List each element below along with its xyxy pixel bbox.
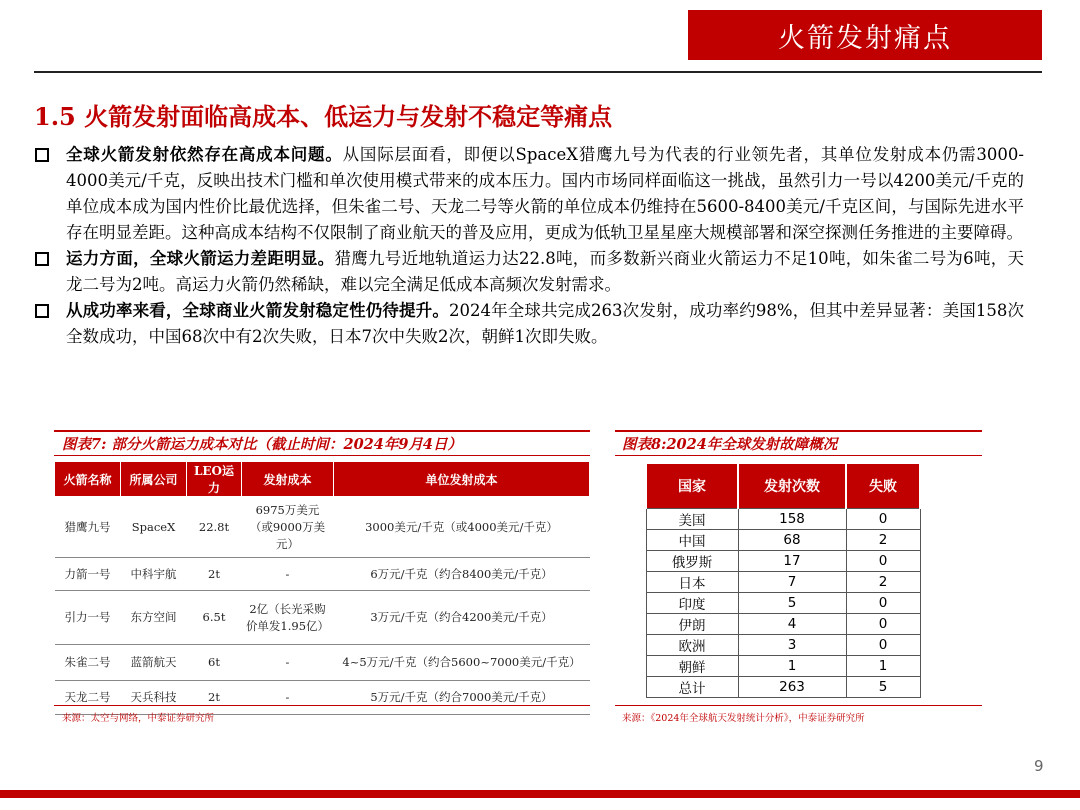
rocket-name: 猎鹰九号 <box>55 497 121 558</box>
column-header: LEO运力 <box>187 462 242 497</box>
launch-count: 17 <box>738 550 846 571</box>
country: 印度 <box>646 592 738 613</box>
table-row <box>646 571 920 592</box>
table-row <box>646 655 920 676</box>
table-row <box>646 550 920 571</box>
rocket-cost-table <box>54 461 590 715</box>
launch-cost: 2亿（长光采购价单发1.95亿） <box>242 591 334 645</box>
column-header: 所属公司 <box>121 462 187 497</box>
table-row <box>646 508 920 529</box>
bullet-text: 猎鹰九号近地轨道运力达22.8吨，而多数新兴商业火箭运力不足10吨，如朱雀二号为6吨，天龙二号为2吨。高运力火箭仍然稀缺，难以完全满足低成本高频次发射需求。 <box>66 249 1025 294</box>
launch-cost: - <box>242 558 334 591</box>
leo-capacity: 2t <box>187 681 242 715</box>
failure-count: 5 <box>846 676 920 697</box>
table-row <box>646 676 920 697</box>
checkbox-bullet-icon <box>35 252 49 266</box>
figure7-source: 来源：太空与网络，中泰证券研究所 <box>62 713 215 724</box>
failure-count: 0 <box>846 613 920 634</box>
launch-count: 68 <box>738 529 846 550</box>
leo-capacity: 22.8t <box>187 497 242 558</box>
column-header: 发射成本 <box>242 462 334 497</box>
launch-count: 1 <box>738 655 846 676</box>
table-row <box>646 592 920 613</box>
column-header: 发射次数 <box>738 464 846 508</box>
table-header-row <box>55 462 590 497</box>
figure8-caption: 图表8:2024年全球发射故障概况 <box>622 436 838 453</box>
figure7-bottom-rule <box>54 705 590 706</box>
failure-count: 2 <box>846 529 920 550</box>
table-header-row <box>646 464 920 508</box>
launch-count: 4 <box>738 613 846 634</box>
launch-count: 158 <box>738 508 846 529</box>
figure8-bottom-rule <box>615 705 982 706</box>
launch-count: 263 <box>738 676 846 697</box>
launch-cost: 6975万美元（或9000万美元） <box>242 497 334 558</box>
company: 东方空间 <box>121 591 187 645</box>
page-number: 9 <box>1034 757 1044 775</box>
leo-capacity: 6.5t <box>187 591 242 645</box>
figure8-top-rule <box>615 430 982 432</box>
table-row <box>55 497 590 558</box>
section-badge: 火箭发射痛点 <box>688 10 1042 60</box>
table-row <box>646 634 920 655</box>
country: 美国 <box>646 508 738 529</box>
bullet-list <box>34 142 1024 350</box>
launch-count: 5 <box>738 592 846 613</box>
figure7-top-rule <box>54 430 590 432</box>
unit-cost: 3000美元/千克（或4000美元/千克） <box>334 497 590 558</box>
column-header: 火箭名称 <box>55 462 121 497</box>
failure-count: 0 <box>846 508 920 529</box>
company: SpaceX <box>121 497 187 558</box>
table-row <box>646 529 920 550</box>
column-header: 失败 <box>846 464 920 508</box>
country: 中国 <box>646 529 738 550</box>
company: 蓝箭航天 <box>121 645 187 681</box>
unit-cost: 6万元/千克（约合8400美元/千克） <box>334 558 590 591</box>
table-row <box>55 558 590 591</box>
bullet-item <box>34 246 1024 298</box>
launch-failure-table <box>645 464 921 698</box>
table-row <box>646 613 920 634</box>
figure7-caption-rule <box>54 455 590 456</box>
checkbox-bullet-icon <box>35 304 49 318</box>
figure7-caption: 图表7: 部分火箭运力成本对比（截止时间：2024年9月4日） <box>62 436 463 453</box>
rocket-name: 力箭一号 <box>55 558 121 591</box>
country: 欧洲 <box>646 634 738 655</box>
table-row <box>55 645 590 681</box>
bullet-item <box>34 298 1024 350</box>
launch-cost: - <box>242 645 334 681</box>
bullet-lead: 运力方面，全球火箭运力差距明显。 <box>66 249 335 268</box>
launch-count: 3 <box>738 634 846 655</box>
country: 伊朗 <box>646 613 738 634</box>
country: 总计 <box>646 676 738 697</box>
page-title: 1.5 火箭发射面临高成本、低运力与发射不稳定等痛点 <box>34 102 613 131</box>
launch-count: 7 <box>738 571 846 592</box>
bullet-text: 2024年全球共完成263次发射，成功率约98%，但其中差异显著：美国158次全数成功，中国68次中有2次失败，日本7次中失败2次，朝鲜1次即失败。 <box>66 301 1025 346</box>
bullet-lead: 从成功率来看，全球商业火箭发射稳定性仍待提升。 <box>66 301 449 320</box>
leo-capacity: 2t <box>187 558 242 591</box>
rocket-name: 朱雀二号 <box>55 645 121 681</box>
table-row <box>55 591 590 645</box>
figure8-caption-rule <box>615 455 982 456</box>
country: 朝鲜 <box>646 655 738 676</box>
failure-count: 0 <box>846 592 920 613</box>
bullet-item <box>34 142 1024 246</box>
launch-cost: - <box>242 681 334 715</box>
company: 中科宇航 <box>121 558 187 591</box>
bullet-text: 从国际层面看，即便以SpaceX猎鹰九号为代表的行业领先者，其单位发射成本仍需3000-4000美元/千克，反映出技术门槛和单次使用模式带来的成本压力。国内市场同样面临这一挑战，虽然引力一号以4200美元/千克的单位成本成为国内性价比最优选择，但朱雀二号、天龙二号等火箭的单位成本仍维持在5600-8400美元/千克区间，与国际先进水平存在明显差距。这种高成本结构不仅限制了商业航天的普及应用，更成为低轨卫星星座大规模部署和深空探测任务推进的主要障碍。 <box>66 145 1025 242</box>
unit-cost: 4~5万元/千克（约合5600~7000美元/千克） <box>334 645 590 681</box>
figure8-source: 来源：《2024年全球航天发射统计分析》，中泰证券研究所 <box>622 713 865 724</box>
header-divider <box>34 71 1042 73</box>
failure-count: 0 <box>846 634 920 655</box>
failure-count: 1 <box>846 655 920 676</box>
failure-count: 2 <box>846 571 920 592</box>
leo-capacity: 6t <box>187 645 242 681</box>
rocket-name: 天龙二号 <box>55 681 121 715</box>
rocket-name: 引力一号 <box>55 591 121 645</box>
footer-bar <box>0 790 1080 798</box>
country: 日本 <box>646 571 738 592</box>
unit-cost: 5万元/千克（约合7000美元/千克） <box>334 681 590 715</box>
column-header: 国家 <box>646 464 738 508</box>
unit-cost: 3万元/千克（约合4200美元/千克） <box>334 591 590 645</box>
failure-count: 0 <box>846 550 920 571</box>
country: 俄罗斯 <box>646 550 738 571</box>
checkbox-bullet-icon <box>35 148 49 162</box>
column-header: 单位发射成本 <box>334 462 590 497</box>
company: 天兵科技 <box>121 681 187 715</box>
bullet-lead: 全球火箭发射依然存在高成本问题。 <box>66 145 343 164</box>
